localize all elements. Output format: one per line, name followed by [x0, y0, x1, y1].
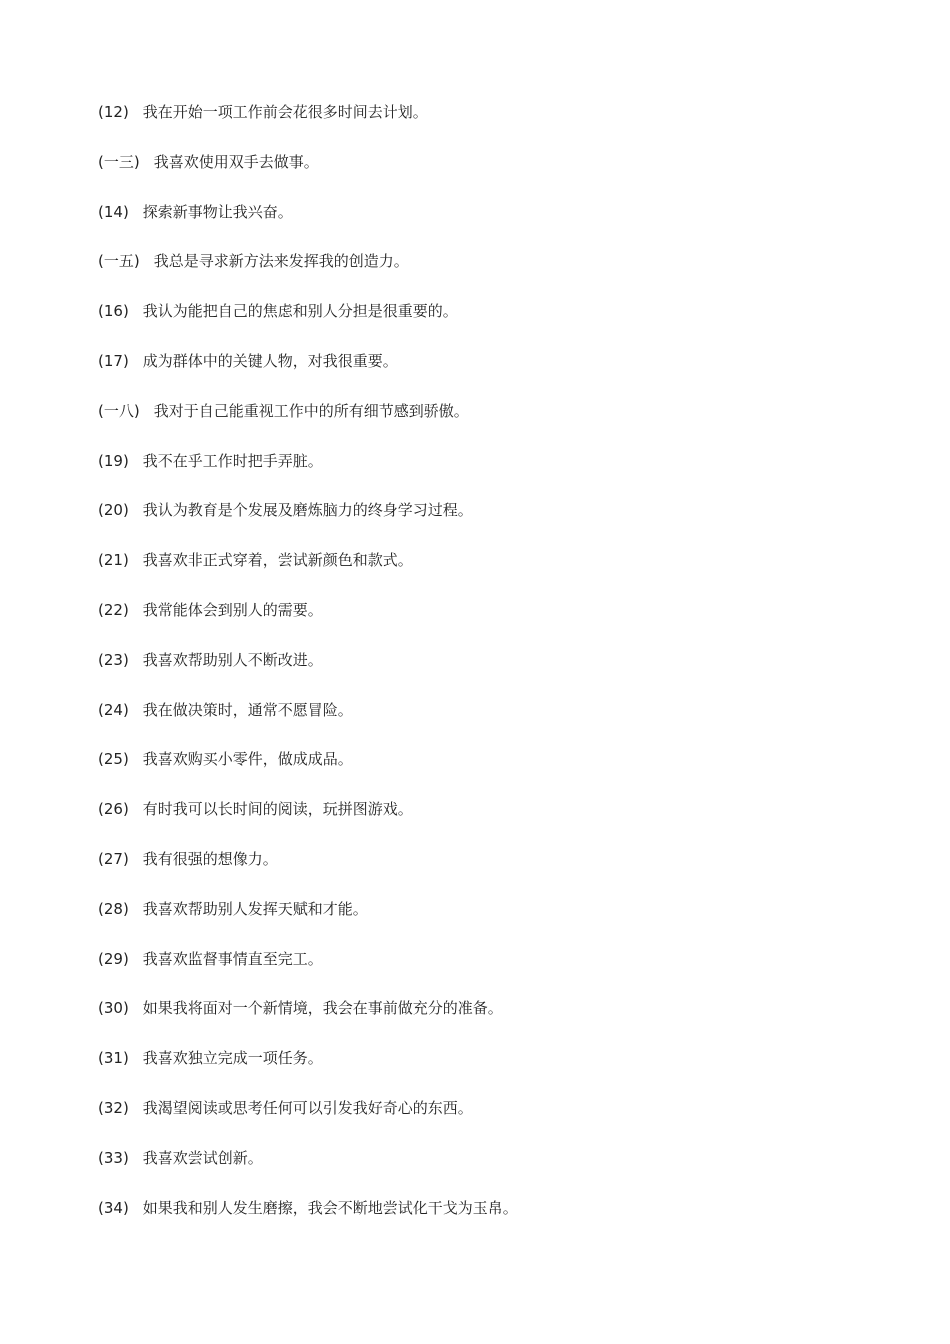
item-number: (32) — [98, 1098, 129, 1117]
item-number: (25) — [98, 750, 129, 769]
item-text: 我喜欢使用双手去做事。 — [153, 152, 319, 171]
item-text: 我喜欢购买小零件，做成成品。 — [142, 750, 353, 769]
item-text: 我在做决策时，通常不愿冒险。 — [142, 700, 353, 719]
item-number: (20) — [98, 501, 129, 520]
list-item — [98, 994, 518, 1044]
list-item — [98, 945, 518, 995]
item-number: (33) — [98, 1148, 129, 1167]
list-item — [98, 496, 518, 546]
item-text: 我有很强的想像力。 — [142, 849, 278, 868]
item-text: 我喜欢帮助别人不断改进。 — [142, 650, 323, 669]
item-text: 成为群体中的关键人物，对我很重要。 — [142, 351, 398, 370]
item-number: (一五) — [98, 252, 140, 271]
item-text: 我常能体会到别人的需要。 — [142, 600, 323, 619]
item-number: (一三) — [98, 152, 140, 171]
item-text: 我认为能把自己的焦虑和别人分担是很重要的。 — [142, 302, 458, 321]
list-item — [98, 98, 518, 148]
item-text: 我在开始一项工作前会花很多时间去计划。 — [142, 103, 428, 121]
item-number: (21) — [98, 551, 129, 570]
item-number: (14) — [98, 202, 129, 221]
list-item — [98, 795, 518, 845]
item-text: 如果我和别人发生磨擦，我会不断地尝试化干戈为玉帛。 — [142, 1198, 518, 1217]
item-text: 我认为教育是个发展及磨炼脑力的终身学习过程。 — [142, 501, 473, 520]
list-item — [98, 845, 518, 895]
item-number: (30) — [98, 999, 129, 1018]
list-item — [98, 546, 518, 596]
item-number: (16) — [98, 302, 129, 321]
item-text: 我不在乎工作时把手弄脏。 — [142, 451, 323, 470]
item-text: 我喜欢尝试创新。 — [142, 1148, 263, 1167]
list-item — [98, 696, 518, 746]
item-text: 我喜欢独立完成一项任务。 — [142, 1049, 323, 1068]
item-number: (26) — [98, 800, 129, 819]
list-item — [98, 247, 518, 297]
item-text: 我总是寻求新方法来发挥我的创造力。 — [153, 252, 409, 271]
list-item — [98, 198, 518, 248]
list-item — [98, 1094, 518, 1144]
item-text: 我对于自己能重视工作中的所有细节感到骄傲。 — [153, 401, 469, 420]
item-text: 有时我可以长时间的阅读，玩拼图游戏。 — [142, 800, 413, 819]
list-item — [98, 397, 518, 447]
item-text: 探索新事物让我兴奋。 — [142, 202, 293, 221]
item-number: (23) — [98, 650, 129, 669]
item-text: 我喜欢监督事情直至完工。 — [142, 949, 323, 968]
item-number: (34) — [98, 1198, 129, 1217]
list-item — [98, 895, 518, 945]
item-number: (27) — [98, 849, 129, 868]
list-item — [98, 297, 518, 347]
list-item — [98, 596, 518, 646]
item-number: (28) — [98, 899, 129, 918]
item-number: (17) — [98, 351, 129, 370]
list-item — [98, 347, 518, 397]
item-number: (29) — [98, 949, 129, 968]
list-item — [98, 1044, 518, 1094]
item-number: (31) — [98, 1049, 129, 1068]
item-text: 我喜欢帮助别人发挥天赋和才能。 — [142, 899, 368, 918]
item-number: (一八) — [98, 401, 140, 420]
item-text: 我渴望阅读或思考任何可以引发我好奇心的东西。 — [142, 1098, 473, 1117]
item-number: (22) — [98, 600, 129, 619]
list-item — [98, 1194, 518, 1244]
item-number: (19) — [98, 451, 129, 470]
item-number: (24) — [98, 700, 129, 719]
questionnaire-item-list — [98, 98, 518, 1243]
item-number: (12) — [98, 103, 129, 121]
list-item — [98, 1144, 518, 1194]
list-item — [98, 148, 518, 198]
list-item — [98, 745, 518, 795]
list-item — [98, 646, 518, 696]
item-text: 我喜欢非正式穿着，尝试新颜色和款式。 — [142, 551, 413, 570]
list-item — [98, 447, 518, 497]
item-text: 如果我将面对一个新情境，我会在事前做充分的准备。 — [142, 999, 503, 1018]
